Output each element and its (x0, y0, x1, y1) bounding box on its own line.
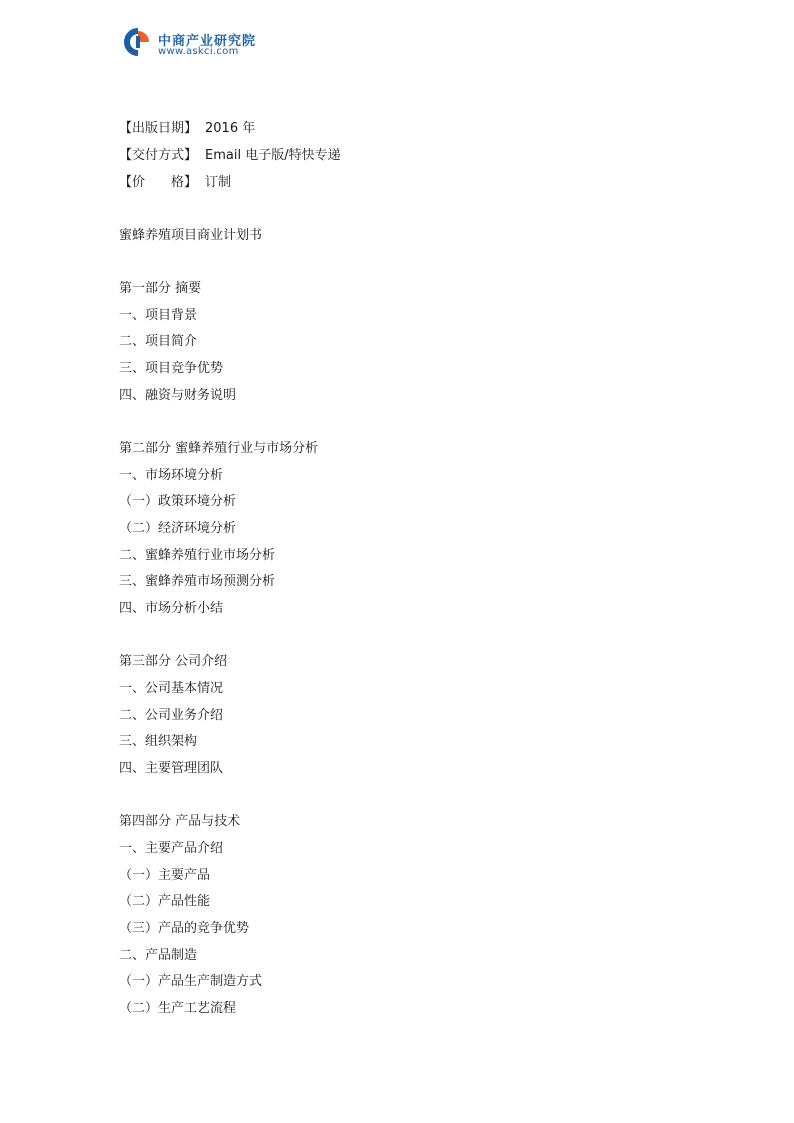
toc-item: （一）主要产品 (119, 868, 211, 883)
toc-section-heading: 第一部分 摘要 (119, 281, 202, 296)
meta-key: 【出版日期】 (119, 121, 198, 136)
toc-item: 二、项目简介 (119, 334, 198, 349)
toc-item: 一、项目背景 (119, 308, 198, 323)
logo-name: 中商产业研究院 (158, 34, 257, 49)
meta-value: 2016 年 (205, 121, 256, 136)
toc-item: （三）产品的竞争优势 (119, 921, 250, 936)
toc-item: 二、产品制造 (119, 948, 198, 963)
logo-icon (122, 28, 154, 56)
meta-value: 订制 (205, 175, 232, 190)
meta-value: Email 电子版/特快专递 (205, 148, 341, 163)
toc-item: （二）生产工艺流程 (119, 1001, 237, 1016)
toc-section-heading: 第四部分 产品与技术 (119, 814, 241, 829)
toc-item: （一）政策环境分析 (119, 494, 237, 509)
company-logo (122, 28, 292, 58)
toc-item: 一、市场环境分析 (119, 468, 224, 483)
toc-item: 二、蜜蜂养殖行业市场分析 (119, 548, 276, 563)
toc-item: 二、公司业务介绍 (119, 708, 224, 723)
logo-url: www.askci.com (158, 46, 239, 57)
toc-item: （一）产品生产制造方式 (119, 974, 263, 989)
toc-item: （二）经济环境分析 (119, 521, 237, 536)
meta-key: 【价 格】 (119, 175, 198, 190)
toc-item: 三、组织架构 (119, 734, 198, 749)
toc-item: 四、市场分析小结 (119, 601, 224, 616)
toc-item: 一、公司基本情况 (119, 681, 224, 696)
toc-item: （二）产品性能 (119, 894, 211, 909)
toc-item: 三、蜜蜂养殖市场预测分析 (119, 574, 276, 589)
toc-section-heading: 第三部分 公司介绍 (119, 654, 228, 669)
meta-key: 【交付方式】 (119, 148, 198, 163)
toc-item: 三、项目竞争优势 (119, 361, 224, 376)
toc-section-heading: 第二部分 蜜蜂养殖行业与市场分析 (119, 441, 319, 456)
document-title: 蜜蜂养殖项目商业计划书 (119, 228, 263, 243)
meta-row-price (119, 174, 231, 192)
meta-row-date (119, 120, 255, 138)
toc-item: 四、主要管理团队 (119, 761, 224, 776)
meta-row-delivery (119, 147, 341, 165)
toc-item: 四、融资与财务说明 (119, 388, 237, 403)
toc-item: 一、主要产品介绍 (119, 841, 224, 856)
